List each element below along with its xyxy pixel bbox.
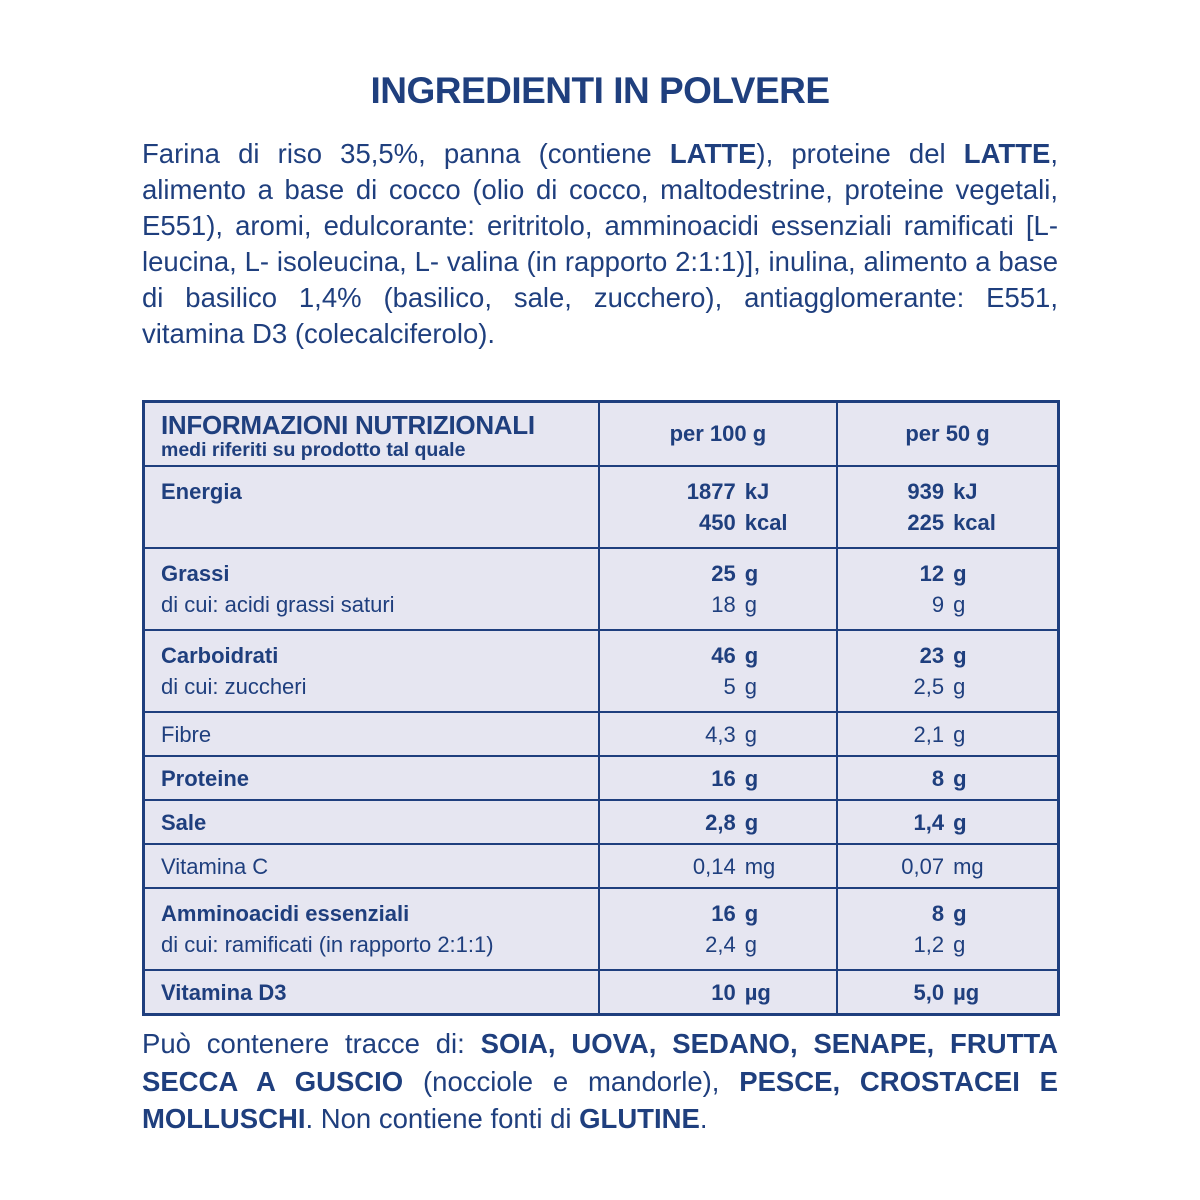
table-row-energia (144, 466, 1059, 548)
nutrition-table (142, 400, 1060, 1016)
table-title: INFORMAZIONI NUTRIZIONALI (161, 410, 535, 440)
table-row-amminoacidi (144, 888, 1059, 970)
unit: g (953, 809, 967, 835)
value: 8 (931, 901, 945, 926)
unit: g (744, 674, 757, 699)
value: 4,3 (705, 721, 736, 747)
unit: mg (953, 853, 984, 879)
column-header-50g: per 50 g (837, 402, 1058, 467)
row-sublabel: di cui: acidi grassi saturi (161, 592, 395, 617)
row-label: Sale (161, 809, 207, 835)
value: 12 (919, 561, 945, 586)
value: 2,8 (705, 809, 736, 835)
header-label-cell (144, 402, 599, 467)
unit: kJ (744, 479, 770, 504)
value: 225 (907, 510, 945, 535)
value: 8 (931, 765, 945, 791)
unit: g (953, 765, 967, 791)
value: 10 (711, 979, 736, 1005)
unit: g (744, 721, 757, 747)
value: 16 (711, 901, 736, 926)
unit: g (744, 901, 759, 926)
unit: g (953, 561, 967, 586)
row-label: Proteine (161, 765, 250, 791)
table-row-sale (144, 800, 1059, 844)
unit: g (953, 721, 966, 747)
unit: µg (953, 979, 980, 1005)
row-label: Energia (161, 479, 242, 504)
value: 2,5 (913, 674, 945, 699)
table-row-vitamina-c (144, 844, 1059, 888)
unit: g (744, 932, 757, 957)
unit: g (953, 643, 967, 668)
row-label: Vitamina C (161, 853, 269, 879)
value: 5,0 (913, 979, 945, 1005)
value: 18 (711, 592, 736, 617)
table-header-row (144, 402, 1059, 467)
row-sublabel: di cui: ramificati (in rapporto 2:1:1) (161, 932, 494, 957)
value: 0,14 (692, 853, 736, 879)
column-header-100g: per 100 g (599, 402, 837, 467)
value: 450 (699, 510, 736, 535)
table-row-vitamina-d3 (144, 970, 1059, 1015)
unit: kcal (953, 510, 996, 535)
unit: g (953, 592, 966, 617)
value: 5 (723, 674, 736, 699)
value: 2,1 (913, 721, 945, 747)
unit: kcal (744, 510, 788, 535)
table-row-fibre (144, 712, 1059, 756)
row-label: Fibre (161, 721, 212, 747)
value: 23 (919, 643, 945, 668)
value: 1877 (686, 479, 736, 504)
unit: g (744, 809, 759, 835)
row-label: Amminoacidi essenziali (161, 901, 410, 926)
value: 46 (711, 643, 736, 668)
row-label: Grassi (161, 561, 230, 586)
row-label: Vitamina D3 (161, 979, 287, 1005)
ingredients-text: Farina di riso 35,5%, panna (contiene LATTE), proteine del LATTE, alimento a base di cocco (olio di cocco, maltodestrine, proteine vegetali, E551), aromi, edulcorante: eritritolo, amminoacidi essenziali ramificati [L- leucina, L- isoleucina, L- valina (in rapporto 2:1:1)], inulina, alimento a base di basilico 1,4% (basilico, sale, zucchero), antiagglomerante: E551, vitamina D3 (colecalciferolo). (142, 138, 1058, 349)
unit: kJ (953, 479, 978, 504)
value: 2,4 (705, 932, 736, 957)
unit: g (953, 901, 967, 926)
table-row-proteine (144, 756, 1059, 800)
allergen-traces-text: Può contenere tracce di: SOIA, UOVA, SEDANO, SENAPE, FRUTTA SECCA A GUSCIO (nocciole e mandorle), PESCE, CROSTACEI E MOLLUSCHI. Non contiene fonti di GLUTINE. (142, 1028, 1059, 1134)
table-row-grassi (144, 548, 1059, 630)
unit: g (744, 592, 757, 617)
unit: g (953, 674, 966, 699)
value: 939 (907, 479, 945, 504)
row-sublabel: di cui: zuccheri (161, 674, 307, 699)
value: 1,2 (913, 932, 945, 957)
value: 0,07 (901, 853, 945, 879)
unit: g (953, 932, 966, 957)
page-title: INGREDIENTI IN POLVERE (370, 70, 830, 111)
value: 16 (711, 765, 736, 791)
unit: g (744, 643, 759, 668)
unit: g (744, 561, 759, 586)
value: 1,4 (913, 809, 945, 835)
value: 9 (931, 592, 945, 617)
unit: µg (744, 979, 771, 1005)
unit: g (744, 765, 759, 791)
unit: mg (744, 853, 776, 879)
value: 25 (711, 561, 736, 586)
table-subtitle: medi riferiti su prodotto tal quale (161, 439, 466, 461)
row-label: Carboidrati (161, 643, 279, 668)
table-row-carboidrati (144, 630, 1059, 712)
